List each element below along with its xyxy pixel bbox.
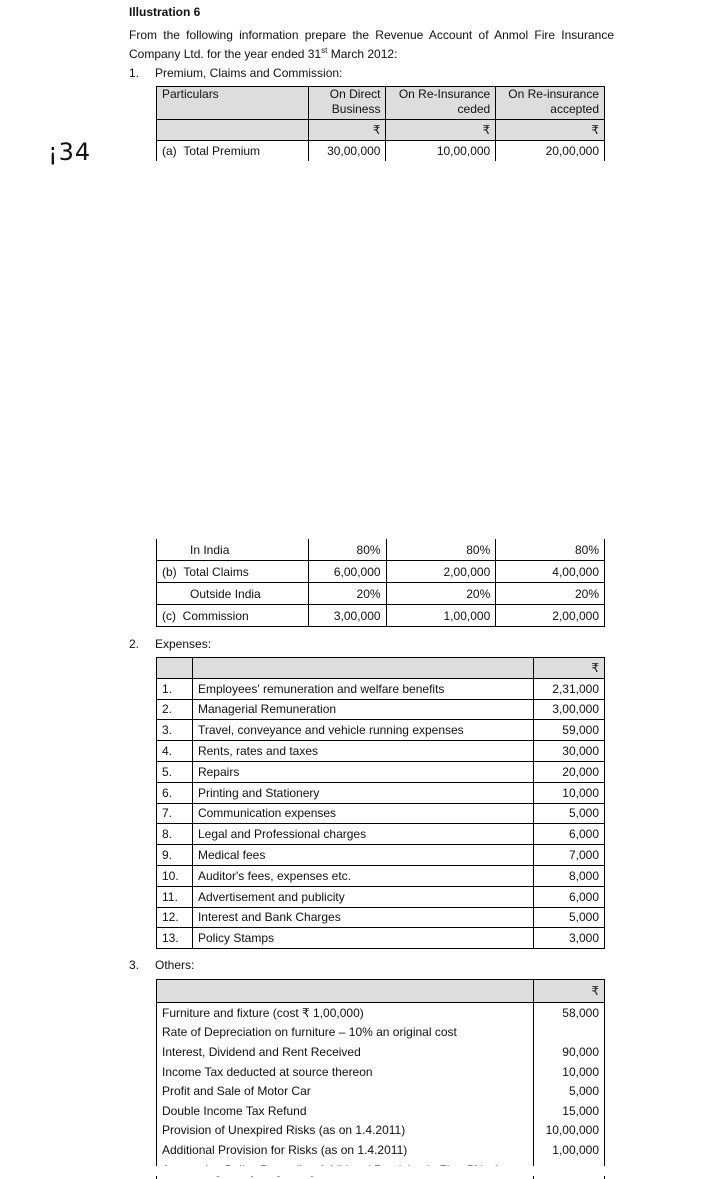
exp-header-no <box>157 658 193 679</box>
other-label: Profit and Sale of Motor Car <box>157 1081 534 1101</box>
table-row <box>157 845 605 866</box>
oth-header-currency: ₹ <box>534 980 605 1003</box>
expense-value: 10,000 <box>534 782 605 803</box>
other-value: 15,000 <box>534 1101 605 1121</box>
table-row <box>157 803 605 824</box>
other-value: 10,00,000 <box>534 1121 605 1141</box>
in-india-direct: 80% <box>308 539 386 561</box>
expense-value: 5,000 <box>534 803 605 824</box>
expense-value: 3,00,000 <box>534 699 605 720</box>
table-row <box>157 1023 605 1043</box>
other-value <box>534 1023 605 1043</box>
table-row <box>157 141 605 162</box>
table-row <box>157 1003 605 1023</box>
table-row <box>157 761 605 782</box>
expense-number: 2. <box>157 699 193 720</box>
other-label: Rate of Depreciation on furniture – 10% an original cost <box>157 1023 534 1043</box>
section2-heading <box>129 637 211 651</box>
other-label: Furniture and fixture (cost ₹ 1,00,000) <box>157 1003 534 1023</box>
table-row <box>157 1140 605 1160</box>
expense-value: 3,000 <box>534 928 605 949</box>
other-label: Provision of Unexpired Risks (as on 1.4.2011) <box>157 1121 534 1141</box>
section1-heading <box>129 66 342 80</box>
expense-label: Employees' remuneration and welfare benefits <box>192 678 533 699</box>
row-label: Total Premium <box>183 144 261 158</box>
header-direct: On Direct Business <box>308 87 386 120</box>
expense-label: Auditor's fees, expenses etc. <box>192 865 533 886</box>
row-label: Commission <box>182 608 249 623</box>
total-claims-accepted: 4,00,000 <box>496 561 605 583</box>
table-row <box>157 561 605 583</box>
table-row <box>157 865 605 886</box>
expense-number: 8. <box>157 824 193 845</box>
expense-number: 5. <box>157 761 193 782</box>
other-value: 1,00,000 <box>534 1140 605 1160</box>
table-row <box>157 886 605 907</box>
other-label: Income Tax deducted at source thereon <box>157 1062 534 1082</box>
header-particulars: Particulars <box>157 87 309 120</box>
others-table <box>156 979 605 1179</box>
expense-value: 6,000 <box>534 824 605 845</box>
expense-label: Travel, conveyance and vehicle running expenses <box>192 720 533 741</box>
row-code: (b) <box>162 564 177 579</box>
page-number <box>48 138 91 166</box>
expense-label: Repairs <box>192 761 533 782</box>
table-row <box>157 605 605 627</box>
header-accepted: On Re-insurance accepted <box>496 87 605 120</box>
section2-label: Expenses: <box>155 637 212 651</box>
total-claims-ceded: 2,00,000 <box>386 561 496 583</box>
table-row <box>157 1081 605 1101</box>
header-ceded: On Re-Insurance ceded <box>386 87 496 120</box>
outside-india-direct: 20% <box>308 583 386 605</box>
other-value: 5,000 <box>534 1081 605 1101</box>
row-label: Total Claims <box>183 564 249 579</box>
table-row <box>157 720 605 741</box>
expense-value: 2,31,000 <box>534 678 605 699</box>
in-india-ceded: 80% <box>386 539 496 561</box>
intro-superscript: st <box>321 46 328 55</box>
table-row <box>157 824 605 845</box>
table-row <box>157 928 605 949</box>
expense-label: Interest and Bank Charges <box>192 907 533 928</box>
in-india-accepted: 80% <box>496 539 605 561</box>
table-row <box>157 741 605 762</box>
expense-number: 6. <box>157 782 193 803</box>
expense-number: 10. <box>157 865 193 886</box>
table-row <box>157 1042 605 1062</box>
expense-number: 12. <box>157 907 193 928</box>
other-value: 58,000 <box>534 1003 605 1023</box>
intro-end: March 2012: <box>327 47 398 61</box>
currency-blank <box>157 120 309 141</box>
intro-main: From the following information prepare the Revenue Account of Anmol Fire Insurance Company Ltd. for the year ended 31 <box>129 28 614 61</box>
expense-label: Policy Stamps <box>192 928 533 949</box>
expense-number: 7. <box>157 803 193 824</box>
total-premium-label <box>157 141 309 162</box>
table-row <box>157 678 605 699</box>
other-value: 10,000 <box>534 1062 605 1082</box>
section2-number: 2. <box>129 637 140 651</box>
expense-number: 9. <box>157 845 193 866</box>
table-row <box>157 699 605 720</box>
outside-india-accepted: 20% <box>496 583 605 605</box>
currency-ceded: ₹ <box>386 120 496 141</box>
outside-india-label: Outside India <box>157 583 309 605</box>
expense-label: Communication expenses <box>192 803 533 824</box>
exp-header-label <box>192 658 533 679</box>
table-row <box>157 907 605 928</box>
expense-value: 7,000 <box>534 845 605 866</box>
other-label: Interest, Dividend and Rent Received <box>157 1042 534 1062</box>
other-value: 90,000 <box>534 1042 605 1062</box>
total-claims-label <box>157 561 309 583</box>
expense-label: Medical fees <box>192 845 533 866</box>
table-row <box>157 539 605 561</box>
expense-label: Rents, rates and taxes <box>192 741 533 762</box>
total-claims-direct: 6,00,000 <box>308 561 386 583</box>
section1-label: Premium, Claims and Commission: <box>155 66 343 80</box>
commission-accepted: 2,00,000 <box>496 605 605 627</box>
in-india-label: In India <box>157 539 309 561</box>
expense-value: 5,000 <box>534 907 605 928</box>
other-label: Double Income Tax Refund <box>157 1101 534 1121</box>
expense-label: Legal and Professional charges <box>192 824 533 845</box>
expense-number: 13. <box>157 928 193 949</box>
expense-value: 20,000 <box>534 761 605 782</box>
total-premium-accepted: 20,00,000 <box>496 141 605 162</box>
expense-label: Managerial Remuneration <box>192 699 533 720</box>
page-number-value: 34 <box>58 138 92 166</box>
outside-india-ceded: 20% <box>386 583 496 605</box>
expenses-table <box>156 657 605 949</box>
table-row <box>157 1101 605 1121</box>
illustration-title: Illustration 6 <box>129 5 201 19</box>
commission-label <box>157 605 309 627</box>
expense-number: 11. <box>157 886 193 907</box>
other-label: Additional Provision for Risks (as on 1.4.2011) <box>157 1140 534 1160</box>
table-row <box>157 782 605 803</box>
total-premium-ceded: 10,00,000 <box>386 141 496 162</box>
commission-ceded: 1,00,000 <box>386 605 496 627</box>
intro-text <box>129 27 614 62</box>
expense-label: Advertisement and publicity <box>192 886 533 907</box>
expense-number: 4. <box>157 741 193 762</box>
premium-table-bottom <box>156 539 605 627</box>
expense-value: 30,000 <box>534 741 605 762</box>
page-cut <box>0 1166 710 1176</box>
expense-number: 3. <box>157 720 193 741</box>
expense-value: 59,000 <box>534 720 605 741</box>
expense-number: 1. <box>157 678 193 699</box>
oth-header-label <box>157 980 534 1003</box>
exp-header-currency: ₹ <box>534 658 605 679</box>
expense-value: 8,000 <box>534 865 605 886</box>
table-row <box>157 583 605 605</box>
currency-accepted: ₹ <box>496 120 605 141</box>
expense-label: Printing and Stationery <box>192 782 533 803</box>
total-premium-direct: 30,00,000 <box>308 141 386 162</box>
table-row <box>157 1062 605 1082</box>
row-code: (c) <box>162 608 176 623</box>
commission-direct: 3,00,000 <box>308 605 386 627</box>
table-row <box>157 1121 605 1141</box>
section3-label: Others: <box>155 958 195 972</box>
section3-heading <box>129 958 194 972</box>
currency-direct: ₹ <box>308 120 386 141</box>
row-code: (a) <box>162 144 177 158</box>
expense-value: 6,000 <box>534 886 605 907</box>
page-marker-icon: ¡ <box>48 138 59 166</box>
premium-table-top <box>156 86 605 161</box>
section3-number: 3. <box>129 958 140 972</box>
section1-number: 1. <box>129 66 140 80</box>
